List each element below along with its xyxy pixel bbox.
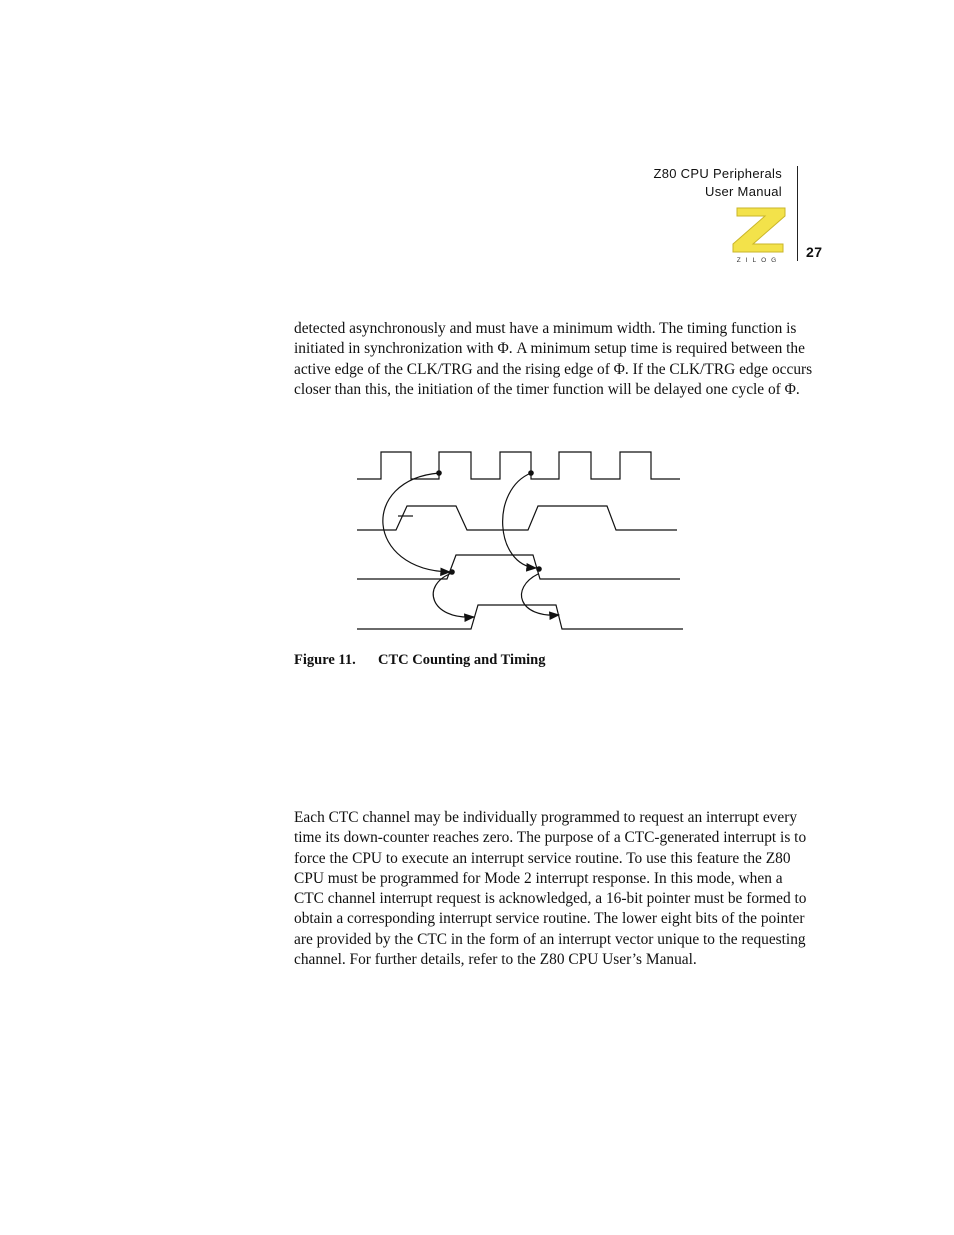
svg-text:ZILOG: ZILOG [736, 257, 782, 264]
header-divider [797, 166, 798, 261]
page-number: 27 [806, 244, 823, 260]
edge-dot-phi-2 [528, 470, 534, 476]
zc-to-waveform [357, 605, 683, 629]
header-title-line2: User Manual [705, 184, 782, 199]
ctc-timing-diagram [340, 440, 700, 645]
figure-number: Figure 11. [294, 652, 356, 668]
edge-dot-counter-2 [536, 566, 542, 572]
header-title-line1: Z80 CPU Peripherals [653, 166, 782, 181]
counter-waveform [357, 555, 680, 579]
running-header [653, 165, 782, 201]
arrow-counter-to-zc-1 [433, 573, 474, 617]
arrow-phi-to-counter-1 [383, 473, 450, 572]
body-paragraph-1: detected asynchronously and must have a minimum width. The timing function is initiated in synchronization with Φ. A minimum setup time is required between the active edge of the CLK/TRG and the rising edge of Φ. If the CLK/TRG edge occurs closer than this, the initiation of the timer function will be delayed one cycle of Φ. [294, 320, 813, 398]
zilog-logo [731, 206, 787, 264]
figure-caption [294, 652, 546, 669]
body-paragraph-2: Each CTC channel may be individually programmed to request an interrupt every time its down-counter reaches zero. The purpose of a CTC-generated interrupt is to force the CPU to execute an interrupt service routine. To use this feature the Z80 CPU must be programmed for Mode 2 interrupt response. In this mode, when a CTC channel interrupt request is acknowledged, a 16-bit pointer must be formed to obtain a corresponding interrupt service routine. The lower eight bits of the pointer are provided by the CTC in the form of an interrupt vector unique to the requesting channel. For further details, refer to the Z80 CPU User’s Manual. [294, 809, 807, 969]
edge-dot-counter-1 [449, 569, 455, 575]
phi-clock-waveform [357, 452, 680, 479]
arrow-counter-to-zc-2 [521, 574, 559, 615]
edge-dot-phi-1 [436, 470, 442, 476]
clk-trg-waveform [357, 506, 677, 530]
arrow-phi-to-counter-2 [503, 473, 536, 568]
figure-title: CTC Counting and Timing [378, 652, 546, 668]
